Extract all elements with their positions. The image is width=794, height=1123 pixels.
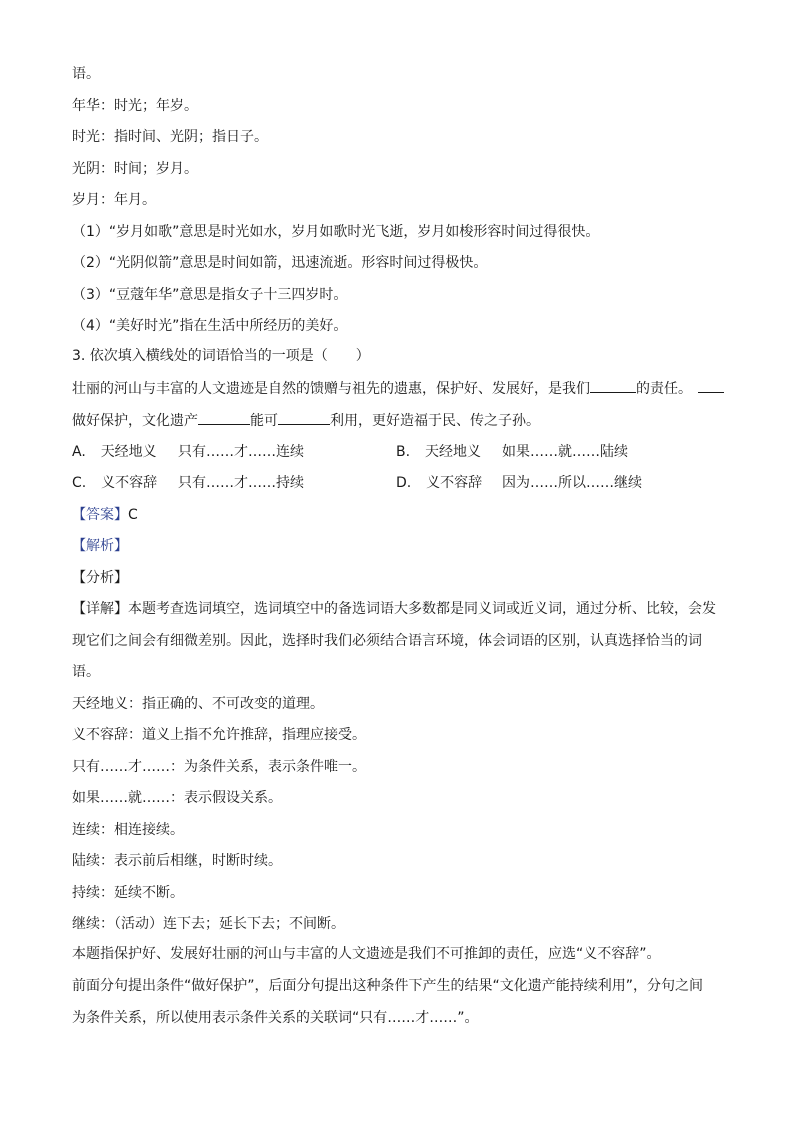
question-passage-line-2 xyxy=(72,410,732,430)
explanation-line: 持续：延续不断。 xyxy=(72,885,184,901)
option-a-connector: 只有……才……连续 xyxy=(178,444,304,460)
option-c-connector: 只有……才……持续 xyxy=(178,475,304,491)
explanation-line: 义不容辞：道义上指不允许推辞，指理应接受。 xyxy=(72,727,366,743)
fill-blank-3 xyxy=(198,410,250,425)
detail-line-2: 现它们之间会有细微差别。因此，选择时我们必须结合语言环境，体会词语的区别，认真选择恰当的词 xyxy=(72,633,702,649)
text-line: 语。 xyxy=(72,66,100,82)
explanation-line: 本题指保护好、发展好壮丽的河山与丰富的人文遗迹是我们不可推卸的责任，应选“义不容辞”。 xyxy=(72,946,661,962)
detail-line-3: 语。 xyxy=(72,664,100,680)
text-line: （3）“豆蔻年华”意思是指女子十三四岁时。 xyxy=(72,287,348,303)
question-title: 3. 依次填入横线处的词语恰当的一项是（ ） xyxy=(72,348,370,364)
text-line: 年华：时光；年岁。 xyxy=(72,98,198,114)
option-b-connector: 如果……就……陆续 xyxy=(502,444,628,460)
detail-label: 【详解】 xyxy=(72,601,128,617)
passage-text: 壮丽的河山与丰富的人文遗迹是自然的馈赠与祖先的遗惠，保护好、发展好，是我们 xyxy=(72,381,590,397)
option-word: 天经地义 xyxy=(424,444,481,460)
explanation-line: 天经地义：指正确的、不可改变的道理。 xyxy=(72,696,324,712)
passage-text: 利用，更好造福于民、传之子孙。 xyxy=(330,413,540,429)
passage-text: 的责任。 xyxy=(636,381,692,397)
text-line: （1）“岁月如歌”意思是时光如水，岁月如歌时光飞逝，岁月如梭形容时间过得很快。 xyxy=(72,224,600,240)
analysis-heading: 【解析】 xyxy=(72,538,128,554)
explanation-line: 只有……才……：为条件关系，表示条件唯一。 xyxy=(72,759,366,775)
fill-blank-2 xyxy=(698,378,724,393)
option-letter: D. xyxy=(396,475,412,491)
option-a xyxy=(72,442,157,462)
option-letter: B. xyxy=(396,444,411,460)
detail-line-1 xyxy=(72,599,732,619)
passage-text: 做好保护，文化遗产 xyxy=(72,413,198,429)
explanation-line: 前面分句提出条件“做好保护”，后面分句提出这种条件下产生的结果“文化遗产能持续利用”，分句之间 xyxy=(72,978,704,994)
explanation-line: 如果……就……：表示假设关系。 xyxy=(72,790,282,806)
option-word: 义不容辞 xyxy=(101,475,158,491)
explanation-line: 继续：（活动）连下去；延长下去；不间断。 xyxy=(72,916,345,932)
text-line: 光阴：时间；岁月。 xyxy=(72,161,198,177)
text-line: 时光：指时间、光阴；指日子。 xyxy=(72,129,268,145)
option-word: 天经地义 xyxy=(100,444,157,460)
option-letter: A. xyxy=(72,444,86,460)
option-d xyxy=(396,473,482,493)
question-passage-line-1 xyxy=(72,378,732,398)
fill-blank-1 xyxy=(590,378,636,393)
option-b xyxy=(396,442,481,462)
option-c xyxy=(72,473,157,493)
explanation-line: 陆续：表示前后相继，时断时续。 xyxy=(72,853,282,869)
answer-value: C xyxy=(128,507,138,523)
explanation-line: 为条件关系，所以使用表示条件关系的关联词“只有……才……”。 xyxy=(72,1010,479,1026)
answer-label: 【答案】 xyxy=(72,507,128,523)
fill-blank-4 xyxy=(278,410,330,425)
text-line: （4）“美好时光”指在生活中所经历的美好。 xyxy=(72,318,348,334)
explanation-line: 连续：相连接续。 xyxy=(72,822,184,838)
answer-line xyxy=(72,505,732,525)
option-d-connector: 因为……所以……继续 xyxy=(502,475,642,491)
passage-text: 能可 xyxy=(250,413,278,429)
detail-text: 本题考查选词填空，选词填空中的备选词语大多数都是同义词或近义词，通过分析、比较，会发 xyxy=(128,601,716,617)
fenxi-heading: 【分析】 xyxy=(72,570,128,586)
text-line: （2）“光阴似箭”意思是时间如箭，迅速流逝。形容时间过得极快。 xyxy=(72,255,488,271)
text-line: 岁月：年月。 xyxy=(72,192,156,208)
option-letter: C. xyxy=(72,475,87,491)
option-word: 义不容辞 xyxy=(426,475,483,491)
